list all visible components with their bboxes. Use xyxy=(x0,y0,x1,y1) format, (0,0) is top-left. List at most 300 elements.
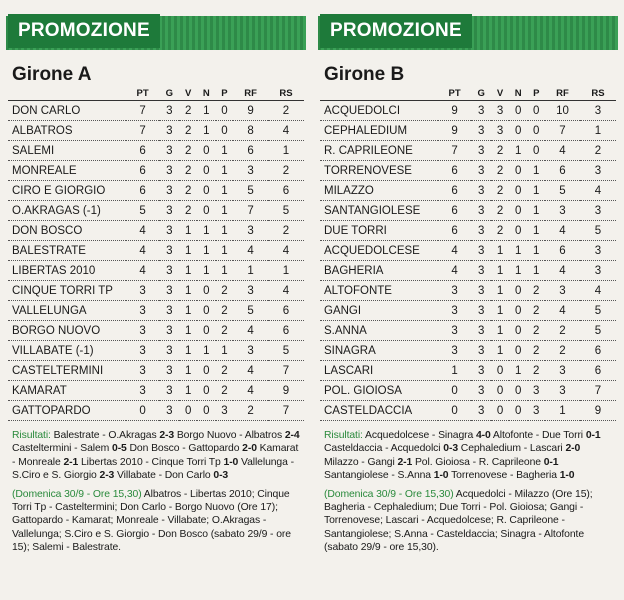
stat-cell: 0 xyxy=(197,321,216,341)
stat-cell: 5 xyxy=(580,221,616,241)
match-score: 0-1 xyxy=(585,430,601,441)
stat-cell: 0 xyxy=(197,401,216,421)
match-score: 2-1 xyxy=(63,456,79,468)
stat-cell: 1 xyxy=(528,241,545,261)
stat-cell: 0 xyxy=(509,381,528,401)
stat-cell: 1 xyxy=(179,301,197,321)
table-row xyxy=(8,341,304,361)
match-teams: Casteltermini - Salem xyxy=(12,443,113,455)
match-teams: Torrenovese - Bagheria xyxy=(448,470,560,482)
stat-cell: 1 xyxy=(528,161,545,181)
team-name: BALESTRATE xyxy=(8,241,126,261)
table-row xyxy=(320,101,616,121)
group-a-column xyxy=(6,0,306,560)
col-header: PT xyxy=(438,86,471,101)
stat-cell: 2 xyxy=(580,141,616,161)
match-teams: Milazzo - Gangi xyxy=(324,456,398,468)
col-header: V xyxy=(491,86,508,101)
group-b-column xyxy=(318,0,618,560)
stat-cell: 4 xyxy=(126,221,159,241)
stat-cell: 0 xyxy=(216,101,234,121)
stat-cell: 3 xyxy=(580,201,616,221)
stat-cell: 1 xyxy=(491,301,508,321)
stat-cell: 7 xyxy=(438,141,471,161)
team-name: KAMARAT xyxy=(8,381,126,401)
stat-cell: 3 xyxy=(545,201,580,221)
stat-cell: 2 xyxy=(216,381,234,401)
match-score: 2-1 xyxy=(397,456,413,468)
table-row xyxy=(8,101,304,121)
table-row xyxy=(8,181,304,201)
stat-cell: 1 xyxy=(216,201,234,221)
table-row xyxy=(320,141,616,161)
stat-cell: 0 xyxy=(509,161,528,181)
table-row xyxy=(320,361,616,381)
stat-cell: 1 xyxy=(580,121,616,141)
team-name: TORRENOVESE xyxy=(320,161,438,181)
team-name: VILLABATE (-1) xyxy=(8,341,126,361)
stat-cell: 3 xyxy=(471,141,491,161)
stat-cell: 2 xyxy=(491,221,508,241)
group-title: Girone A xyxy=(12,64,92,85)
stat-cell: 3 xyxy=(580,161,616,181)
col-header: G xyxy=(159,86,179,101)
stat-cell: 1 xyxy=(179,281,197,301)
table-row xyxy=(8,401,304,421)
section-banner xyxy=(318,12,618,56)
stat-cell: 6 xyxy=(438,181,471,201)
next-round-fixtures: Acquedolci - Milazzo (Ore 15); Bagheria - Cephaledium; Due Torri - Pol. Gioiosa; Gangi - Torrenovese; Lascari - Acquedolcese; R. Caprileone - Santangiolese; S.Anna - Casteldaccia; Sinagra - Altofonte (sabato 29/9 - ore 15,30). xyxy=(324,488,593,554)
table-row xyxy=(320,381,616,401)
stat-cell: 2 xyxy=(528,301,545,321)
table-row xyxy=(8,321,304,341)
stat-cell: 3 xyxy=(126,381,159,401)
match-teams: Kamarat - Monreale xyxy=(12,443,299,468)
stat-cell: 1 xyxy=(491,281,508,301)
stat-cell: 1 xyxy=(491,341,508,361)
stat-cell: 9 xyxy=(268,381,304,401)
stat-cell: 0 xyxy=(509,301,528,321)
stat-cell: 3 xyxy=(233,281,268,301)
stat-cell: 3 xyxy=(545,361,580,381)
stat-cell: 1 xyxy=(268,141,304,161)
match-score: 0-3 xyxy=(443,443,458,455)
stat-cell: 3 xyxy=(159,321,179,341)
team-column-header xyxy=(8,86,126,101)
stat-cell: 3 xyxy=(471,321,491,341)
stat-cell: 1 xyxy=(528,221,545,241)
stat-cell: 6 xyxy=(268,301,304,321)
stat-cell: 3 xyxy=(580,241,616,261)
match-score: 2-0 xyxy=(565,443,581,455)
team-name: DUE TORRI xyxy=(320,221,438,241)
stat-cell: 2 xyxy=(528,321,545,341)
stat-cell: 1 xyxy=(528,181,545,201)
stat-cell: 3 xyxy=(491,101,508,121)
stat-cell: 1 xyxy=(509,261,528,281)
group-title: Girone B xyxy=(324,64,405,85)
table-row xyxy=(320,201,616,221)
stat-cell: 1 xyxy=(216,161,234,181)
stat-cell: 1 xyxy=(509,241,528,261)
stat-cell: 0 xyxy=(528,141,545,161)
stat-cell: 3 xyxy=(471,181,491,201)
stat-cell: 6 xyxy=(126,141,159,161)
stat-cell: 3 xyxy=(159,101,179,121)
table-row xyxy=(320,321,616,341)
stat-cell: 0 xyxy=(528,101,545,121)
stat-cell: 3 xyxy=(159,381,179,401)
stat-cell: 4 xyxy=(268,241,304,261)
stat-cell: 4 xyxy=(126,261,159,281)
stat-cell: 3 xyxy=(126,341,159,361)
stat-cell: 1 xyxy=(509,141,528,161)
stat-cell: 0 xyxy=(438,381,471,401)
stat-cell: 3 xyxy=(471,361,491,381)
match-teams: Villabate - Don Carlo xyxy=(114,470,214,482)
stat-cell: 1 xyxy=(179,241,197,261)
stat-cell: 2 xyxy=(268,101,304,121)
stat-cell: 3 xyxy=(471,101,491,121)
table-header-row xyxy=(320,86,616,101)
stat-cell: 3 xyxy=(233,341,268,361)
table-row xyxy=(320,261,616,281)
match-teams: Altofonte - Due Torri xyxy=(490,430,586,441)
stat-cell: 2 xyxy=(179,101,197,121)
stat-cell: 2 xyxy=(179,201,197,221)
match-score: 1-0 xyxy=(433,470,449,482)
team-name: CINQUE TORRI TP xyxy=(8,281,126,301)
col-header: P xyxy=(528,86,545,101)
match-score: 0-5 xyxy=(112,443,127,455)
stat-cell: 0 xyxy=(197,161,216,181)
stat-cell: 3 xyxy=(471,401,491,421)
stat-cell: 0 xyxy=(509,101,528,121)
team-name: ALBATROS xyxy=(8,121,126,141)
stat-cell: 7 xyxy=(268,361,304,381)
stat-cell: 2 xyxy=(545,341,580,361)
stat-cell: 1 xyxy=(545,401,580,421)
stat-cell: 3 xyxy=(159,141,179,161)
stat-cell: 3 xyxy=(233,221,268,241)
stat-cell: 7 xyxy=(545,121,580,141)
stat-cell: 2 xyxy=(545,321,580,341)
stat-cell: 7 xyxy=(580,381,616,401)
team-name: BAGHERIA xyxy=(320,261,438,281)
stat-cell: 2 xyxy=(179,121,197,141)
team-name: SALEMI xyxy=(8,141,126,161)
next-round-fixtures: Albatros - Libertas 2010; Cinque Torri Tp - Casteltermini; Don Carlo - Borgo Nuovo (Ore 17); Gattopardo - Kamarat; Monreale - Villabate; O.Akragas - Vallelunga; S.Ciro e S. Giorgio - Don Bosco (sabato 29/9 - ore 15); Salemi - Balestrate. xyxy=(12,488,291,554)
stat-cell: 3 xyxy=(159,241,179,261)
stat-cell: 9 xyxy=(438,121,471,141)
col-header: P xyxy=(216,86,234,101)
team-name: LIBERTAS 2010 xyxy=(8,261,126,281)
match-score: 4-0 xyxy=(475,430,491,441)
match-teams: Balestrate - O.Akragas xyxy=(50,430,160,441)
stat-cell: 1 xyxy=(216,141,234,161)
stat-cell: 3 xyxy=(471,121,491,141)
stat-cell: 5 xyxy=(126,201,159,221)
stat-cell: 1 xyxy=(216,221,234,241)
stat-cell: 0 xyxy=(197,361,216,381)
stat-cell: 3 xyxy=(545,281,580,301)
stat-cell: 0 xyxy=(509,201,528,221)
stat-cell: 7 xyxy=(233,201,268,221)
stat-cell: 1 xyxy=(491,241,508,261)
match-teams: Don Bosco - Gattopardo xyxy=(126,443,243,455)
table-header-row xyxy=(8,86,304,101)
team-name: MILAZZO xyxy=(320,181,438,201)
stat-cell: 0 xyxy=(197,381,216,401)
stat-cell: 3 xyxy=(471,241,491,261)
banner-title: PROMOZIONE xyxy=(320,14,472,48)
team-column-header xyxy=(320,86,438,101)
stat-cell: 6 xyxy=(545,161,580,181)
stat-cell: 2 xyxy=(528,361,545,381)
stat-cell: 1 xyxy=(179,321,197,341)
stat-cell: 6 xyxy=(233,141,268,161)
stat-cell: 6 xyxy=(438,161,471,181)
stat-cell: 3 xyxy=(159,401,179,421)
stat-cell: 1 xyxy=(491,261,508,281)
stat-cell: 1 xyxy=(179,361,197,381)
match-teams: Borgo Nuovo - Albatros xyxy=(174,430,285,441)
col-header: N xyxy=(197,86,216,101)
stat-cell: 3 xyxy=(159,301,179,321)
stat-cell: 3 xyxy=(471,221,491,241)
table-row xyxy=(320,281,616,301)
stat-cell: 1 xyxy=(179,261,197,281)
stat-cell: 3 xyxy=(126,281,159,301)
stat-cell: 0 xyxy=(197,181,216,201)
stat-cell: 3 xyxy=(159,341,179,361)
stat-cell: 0 xyxy=(197,141,216,161)
stat-cell: 8 xyxy=(233,121,268,141)
match-score: 1-0 xyxy=(559,470,575,482)
stat-cell: 3 xyxy=(159,361,179,381)
stat-cell: 1 xyxy=(491,321,508,341)
stat-cell: 0 xyxy=(197,301,216,321)
stat-cell: 0 xyxy=(197,281,216,301)
stat-cell: 3 xyxy=(580,101,616,121)
table-row xyxy=(320,301,616,321)
match-teams: Acquedolcese - Sinagra xyxy=(362,430,476,441)
table-row xyxy=(8,201,304,221)
stat-cell: 5 xyxy=(268,201,304,221)
stat-cell: 1 xyxy=(197,121,216,141)
stat-cell: 6 xyxy=(268,321,304,341)
stat-cell: 4 xyxy=(580,281,616,301)
col-header: N xyxy=(509,86,528,101)
stat-cell: 5 xyxy=(580,321,616,341)
team-name: LASCARI xyxy=(320,361,438,381)
team-name: CASTELTERMINI xyxy=(8,361,126,381)
stat-cell: 2 xyxy=(216,281,234,301)
results-paragraph xyxy=(12,429,304,483)
stat-cell: 10 xyxy=(545,101,580,121)
stat-cell: 3 xyxy=(126,321,159,341)
stat-cell: 3 xyxy=(471,261,491,281)
stat-cell: 3 xyxy=(126,361,159,381)
stat-cell: 4 xyxy=(545,261,580,281)
stat-cell: 5 xyxy=(233,181,268,201)
team-name: POL. GIOIOSA xyxy=(320,381,438,401)
team-name: GATTOPARDO xyxy=(8,401,126,421)
stat-cell: 0 xyxy=(491,401,508,421)
stat-cell: 0 xyxy=(509,221,528,241)
team-name: SANTANGIOLESE xyxy=(320,201,438,221)
team-name: BORGO NUOVO xyxy=(8,321,126,341)
table-row xyxy=(8,161,304,181)
team-name: CASTELDACCIA xyxy=(320,401,438,421)
stat-cell: 1 xyxy=(197,241,216,261)
stat-cell: 6 xyxy=(580,341,616,361)
stat-cell: 3 xyxy=(528,381,545,401)
table-row xyxy=(8,121,304,141)
stat-cell: 5 xyxy=(545,181,580,201)
stat-cell: 0 xyxy=(509,341,528,361)
team-name: O.AKRAGAS (-1) xyxy=(8,201,126,221)
stat-cell: 4 xyxy=(233,361,268,381)
stat-cell: 2 xyxy=(528,281,545,301)
stat-cell: 1 xyxy=(179,381,197,401)
stat-cell: 6 xyxy=(580,361,616,381)
stat-cell: 4 xyxy=(268,121,304,141)
team-name: VALLELUNGA xyxy=(8,301,126,321)
stat-cell: 1 xyxy=(216,341,234,361)
stat-cell: 3 xyxy=(159,161,179,181)
stat-cell: 3 xyxy=(580,261,616,281)
stat-cell: 3 xyxy=(438,321,471,341)
team-name: R. CAPRILEONE xyxy=(320,141,438,161)
stat-cell: 1 xyxy=(197,101,216,121)
stat-cell: 1 xyxy=(216,241,234,261)
match-score: 1-0 xyxy=(223,456,239,468)
stat-cell: 1 xyxy=(197,221,216,241)
stat-cell: 4 xyxy=(438,261,471,281)
stat-cell: 4 xyxy=(233,321,268,341)
stat-cell: 3 xyxy=(471,201,491,221)
stat-cell: 4 xyxy=(268,281,304,301)
stat-cell: 2 xyxy=(179,161,197,181)
table-row xyxy=(8,281,304,301)
stat-cell: 2 xyxy=(491,161,508,181)
stat-cell: 9 xyxy=(438,101,471,121)
table-row xyxy=(8,261,304,281)
stat-cell: 1 xyxy=(216,261,234,281)
stat-cell: 2 xyxy=(179,141,197,161)
table-row xyxy=(8,381,304,401)
stat-cell: 0 xyxy=(179,401,197,421)
match-score: 2-3 xyxy=(99,470,115,482)
stat-cell: 3 xyxy=(159,181,179,201)
table-row xyxy=(320,161,616,181)
stat-cell: 0 xyxy=(438,401,471,421)
standings-table xyxy=(8,86,304,421)
stat-cell: 0 xyxy=(509,181,528,201)
col-header: RF xyxy=(545,86,580,101)
stat-cell: 3 xyxy=(471,381,491,401)
banner-title: PROMOZIONE xyxy=(8,14,160,48)
stat-cell: 3 xyxy=(159,261,179,281)
next-round-paragraph xyxy=(324,488,616,555)
match-teams: Libertas 2010 - Cinque Torri Tp xyxy=(78,456,224,468)
stat-cell: 3 xyxy=(438,281,471,301)
stat-cell: 3 xyxy=(159,121,179,141)
stat-cell: 6 xyxy=(545,241,580,261)
table-row xyxy=(8,241,304,261)
stat-cell: 3 xyxy=(471,341,491,361)
stat-cell: 4 xyxy=(438,241,471,261)
table-row xyxy=(8,361,304,381)
stat-cell: 3 xyxy=(216,401,234,421)
stat-cell: 2 xyxy=(179,181,197,201)
team-name: ACQUEDOLCI xyxy=(320,101,438,121)
match-score: 0-1 xyxy=(543,456,559,468)
stat-cell: 6 xyxy=(438,201,471,221)
next-round-paragraph xyxy=(12,488,304,555)
table-row xyxy=(320,401,616,421)
stat-cell: 1 xyxy=(216,181,234,201)
table-row xyxy=(320,181,616,201)
next-round-label: (Domenica 30/9 - Ore 15,30) xyxy=(324,488,454,500)
stat-cell: 4 xyxy=(233,241,268,261)
team-name: GANGI xyxy=(320,301,438,321)
stat-cell: 3 xyxy=(126,301,159,321)
stat-cell: 3 xyxy=(471,161,491,181)
stat-cell: 4 xyxy=(233,381,268,401)
stat-cell: 0 xyxy=(197,201,216,221)
stat-cell: 3 xyxy=(159,201,179,221)
stat-cell: 7 xyxy=(126,101,159,121)
stat-cell: 1 xyxy=(197,341,216,361)
table-row xyxy=(8,141,304,161)
match-teams: Santangiolese - S.Anna xyxy=(324,470,434,482)
match-score: 2-3 xyxy=(159,430,175,441)
standings-table xyxy=(320,86,616,421)
stat-cell: 3 xyxy=(438,301,471,321)
stat-cell: 1 xyxy=(528,201,545,221)
match-notes xyxy=(324,429,616,555)
match-teams: Vallelunga - S.Ciro e S. Giorgio xyxy=(12,456,294,482)
col-header: PT xyxy=(126,86,159,101)
next-round-label: (Domenica 30/9 - Ore 15,30) xyxy=(12,488,142,500)
stat-cell: 3 xyxy=(159,281,179,301)
match-teams: Casteldaccia - Acquedolci xyxy=(324,443,444,455)
match-teams: Pol. Gioiosa - R. Caprileone xyxy=(412,456,544,468)
results-label: Risultati: xyxy=(324,430,363,441)
stat-cell: 0 xyxy=(126,401,159,421)
stat-cell: 9 xyxy=(233,101,268,121)
stat-cell: 1 xyxy=(509,361,528,381)
stat-cell: 3 xyxy=(471,281,491,301)
stat-cell: 3 xyxy=(233,161,268,181)
col-header: V xyxy=(179,86,197,101)
stat-cell: 5 xyxy=(580,301,616,321)
stat-cell: 0 xyxy=(491,381,508,401)
match-score: 0-3 xyxy=(213,470,229,482)
stat-cell: 2 xyxy=(233,401,268,421)
stat-cell: 3 xyxy=(159,221,179,241)
table-row xyxy=(320,341,616,361)
stat-cell: 1 xyxy=(268,261,304,281)
team-name: CIRO E GIORGIO xyxy=(8,181,126,201)
col-header: RS xyxy=(268,86,304,101)
match-notes xyxy=(12,429,304,555)
stat-cell: 2 xyxy=(268,161,304,181)
stat-cell: 0 xyxy=(528,121,545,141)
stat-cell: 7 xyxy=(268,401,304,421)
